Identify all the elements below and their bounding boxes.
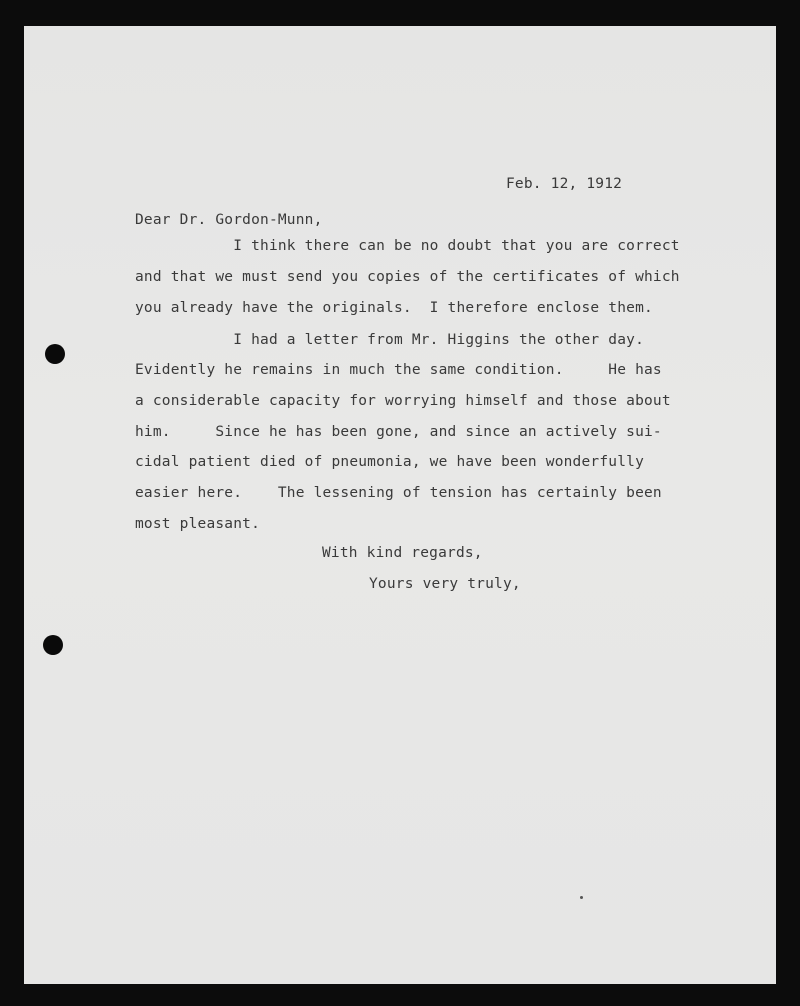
body-line: Evidently he remains in much the same condition. He has bbox=[135, 362, 662, 378]
letter-salutation: Dear Dr. Gordon-Munn, bbox=[135, 212, 323, 228]
body-line: I had a letter from Mr. Higgins the other day. bbox=[135, 332, 644, 348]
body-line: him. Since he has been gone, and since an actively sui- bbox=[135, 424, 662, 440]
body-line: easier here. The lessening of tension has certainly been bbox=[135, 485, 662, 501]
body-line: you already have the originals. I therefore enclose them. bbox=[135, 300, 653, 316]
body-line: and that we must send you copies of the certificates of which bbox=[135, 269, 680, 285]
body-line: cidal patient died of pneumonia, we have been wonderfully bbox=[135, 454, 644, 470]
body-line: most pleasant. bbox=[135, 516, 261, 532]
punch-hole-bottom bbox=[43, 635, 63, 655]
body-line: a considerable capacity for worrying himself and those about bbox=[135, 393, 671, 409]
body-line: I think there can be no doubt that you are correct bbox=[135, 238, 680, 254]
letter-page bbox=[24, 26, 776, 984]
letter-signoff: Yours very truly, bbox=[369, 576, 521, 592]
letter-date: Feb. 12, 1912 bbox=[506, 176, 623, 192]
punch-hole-top bbox=[45, 344, 65, 364]
paper-speck bbox=[580, 896, 583, 899]
letter-closing: With kind regards, bbox=[322, 545, 483, 561]
